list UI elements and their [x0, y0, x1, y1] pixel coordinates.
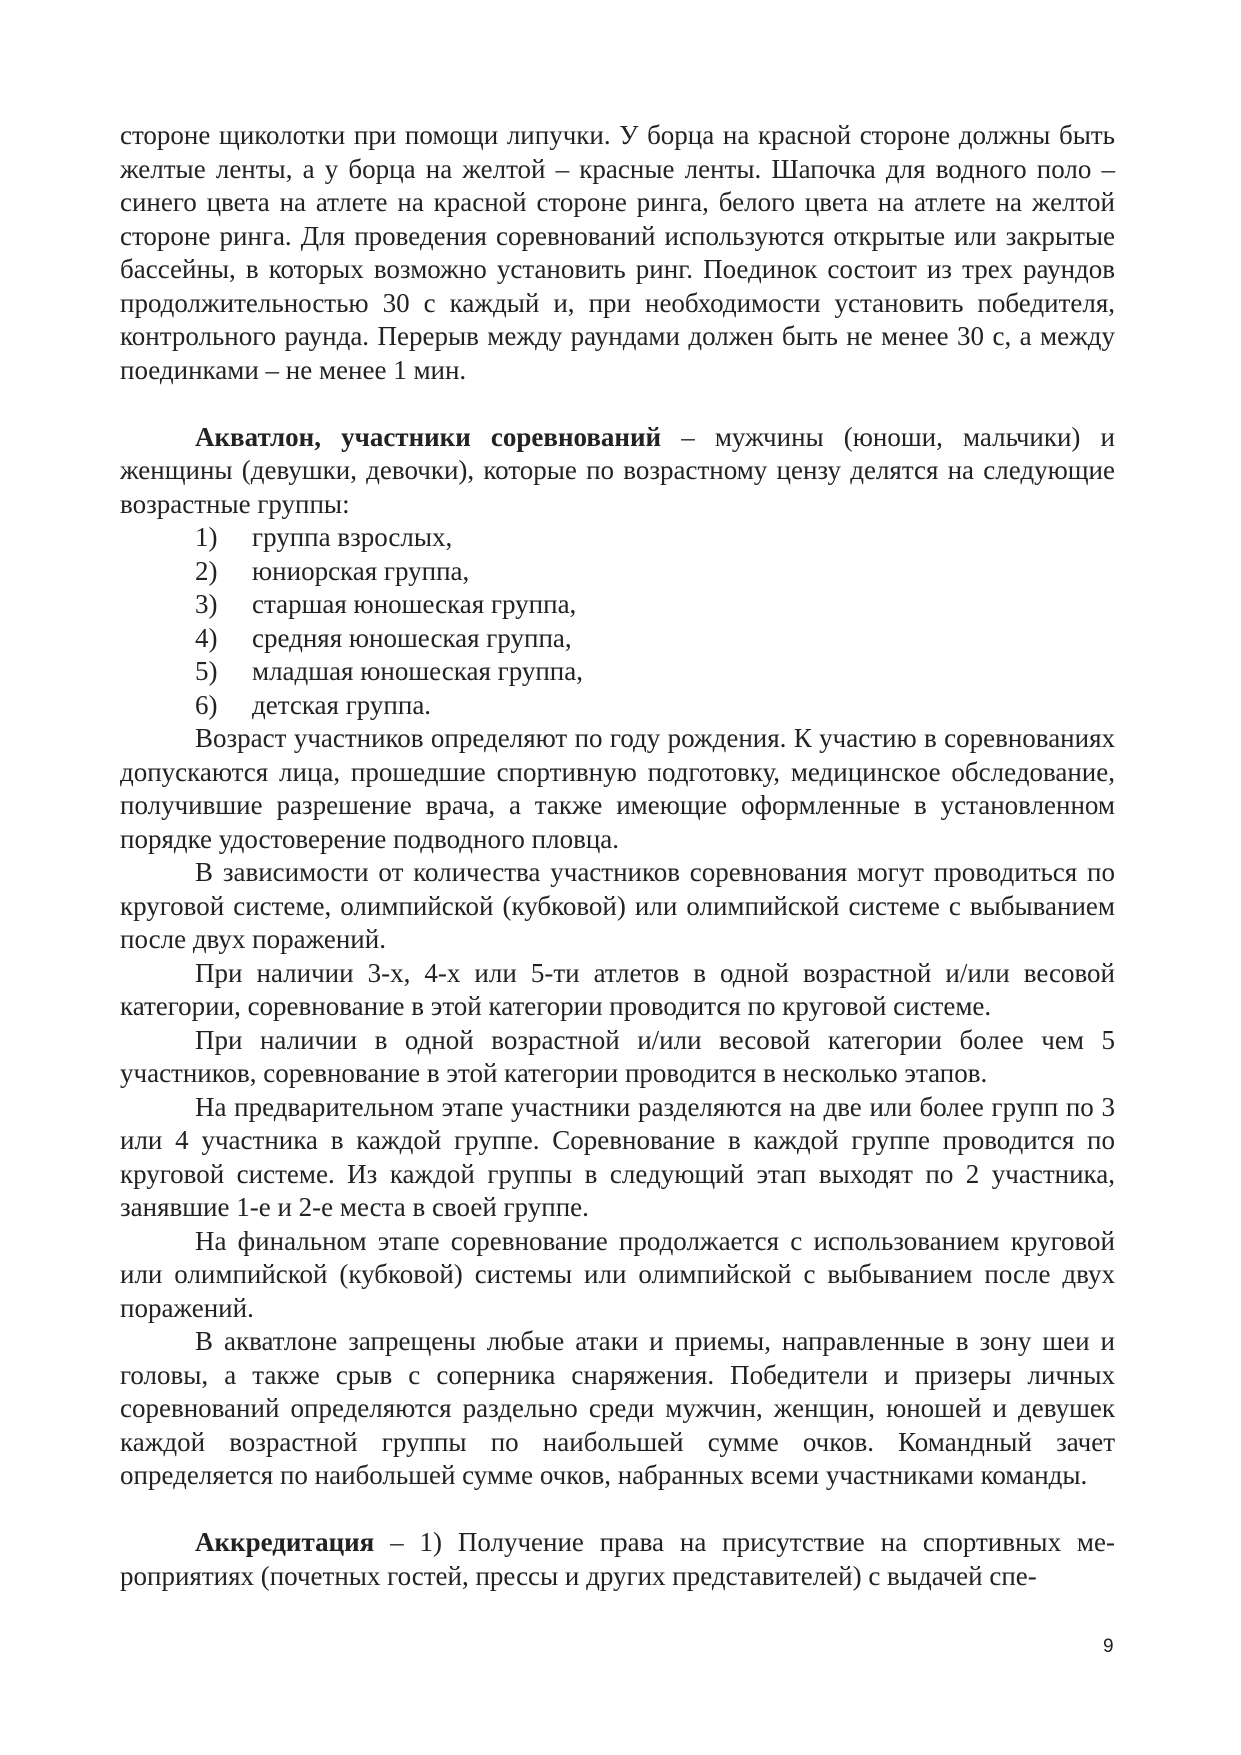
list-item-label: группа взрослых, — [252, 522, 453, 552]
list-item-number: 5) — [195, 656, 218, 686]
list-item-number: 1) — [195, 522, 218, 552]
paragraph-akvatlon — [120, 421, 1115, 522]
list-item-number: 2) — [195, 555, 218, 586]
page-number: 9 — [1103, 1636, 1114, 1657]
list-item-label: младшая юношеская группа, — [252, 656, 583, 686]
list-item — [120, 588, 1115, 622]
list-item-number: 4) — [195, 622, 218, 653]
list-item-number: 6) — [195, 689, 218, 720]
paragraph-final: На финальном этапе соревнование продолжается с использованием круговой или олимпийской (кубковой) системы или олимпийской с выбыванием после двух поражений. — [120, 1225, 1115, 1323]
paragraph-round-robin: При наличии 3-х, 4-х или 5-ти атлетов в одной возрастной и/или весовой категории, соревнование в этой категории проводится по круговой системе. — [120, 957, 1115, 1021]
list-item — [120, 622, 1115, 656]
body-text — [120, 119, 1115, 1593]
paragraph-age: Возраст участников определяют по году рождения. К участию в соревнованиях допускаются лица, прошедшие спортивную подготовку, медицинское обследование, получившие разрешение врача, а также имеющие оформленные в установленном порядке удостоверение подводного пловца. — [120, 723, 1115, 854]
list-item — [120, 555, 1115, 589]
term-accreditation: Аккредитация — [195, 1527, 375, 1557]
definition-accreditation: – 1) Получение права на присутствие на спортивных мероприятиях (почетных гостей, прессы и других представителей) с выдачей спе- — [120, 1527, 1115, 1591]
list-item — [120, 655, 1115, 689]
list-item-label: старшая юношеская группа, — [252, 589, 577, 619]
paragraph-stages: При наличии в одной возрастной и/или весовой категории более чем 5 участников, соревнование в этой категории проводится в несколько этапов. — [120, 1024, 1115, 1088]
term-akvatlon: Акватлон, участники соревнований — [195, 421, 662, 452]
paragraph-accreditation — [120, 1526, 1115, 1593]
list-item — [120, 521, 1115, 555]
list-item-label: детская группа. — [252, 689, 432, 720]
list-item-label: средняя юношеская группа, — [252, 622, 572, 653]
list-item-number: 3) — [195, 589, 218, 619]
definition-akvatlon: – мужчины (юноши, мальчики) и женщины (девушки, девочки), которые по возрастному цензу делятся на следующие возрастные группы: — [120, 421, 1115, 519]
age-group-list — [120, 521, 1115, 722]
paragraph-preliminary: На предварительном этапе участники разделяются на две или более групп по 3 или 4 участника в каждой группе. Соревнование в каждой группе проводится по круговой системе. Из каждой группы в следующий этап выходят по 2 участника, занявшие 1-е и 2-е места в своей группе. — [120, 1091, 1115, 1222]
paragraph-systems: В зависимости от количества участников соревнования могут проводиться по круговой системе, олимпийской (кубковой) или олимпийской системе с выбыванием после двух поражений. — [120, 857, 1115, 954]
list-item-label: юниорская группа, — [252, 555, 470, 586]
paragraph-gap — [120, 387, 1115, 421]
paragraph-continuation: стороне щиколотки при помощи липучки. У борца на красной стороне должны быть желтые ленты, а у борца на желтой – красные ленты. Шапочка для водного поло – синего цвета на атлете на красной стороне ринга, белого цвета на атлете на желтой стороне ринга. Для проведения соревнований используются открытые или закрытые бассейны, в которых возможно установить ринг. Поединок состоит из трех раундов продолжительностью 30 с каждый и, при необходимости установить победителя, контрольного раунда. Перерыв между раундами должен быть не менее 30 с, а между поединками – не менее 1 мин. — [120, 120, 1115, 385]
list-item — [120, 689, 1115, 723]
paragraph-gap — [120, 1493, 1115, 1527]
paragraph-rules: В акватлоне запрещены любые атаки и приемы, направленные в зону шеи и головы, а также срыв с соперника снаряжения. Победители и призеры личных соревнований определяются раздельно среди мужчин, женщин, юношей и девушек каждой возрастной группы по наибольшей сумме очков. Командный зачет определяется по наибольшей сумме очков, набранных всеми участниками команды. — [120, 1326, 1115, 1490]
